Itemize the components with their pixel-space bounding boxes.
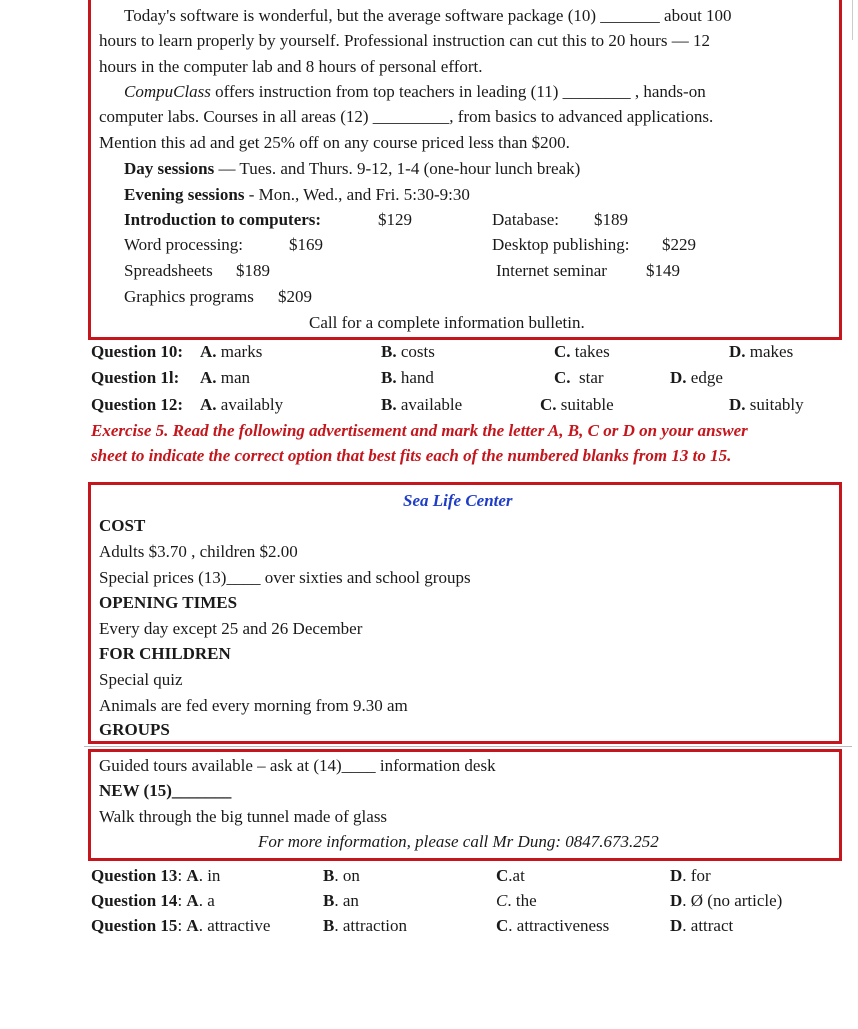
ad1-line-3: hours in the computer lab and 8 hours of personal effort. bbox=[99, 57, 483, 76]
evening-sessions-text: - Mon., Wed., and Fri. 5:30-9:30 bbox=[244, 185, 470, 204]
ad1-p2-rest: offers instruction from top teachers in leading (11) ________ , hands-on bbox=[210, 82, 706, 101]
for-children-line-1: Special quiz bbox=[99, 670, 183, 689]
option-a: A. man bbox=[200, 368, 251, 387]
option-b: B. on bbox=[323, 866, 360, 885]
evening-sessions-label: Evening sessions bbox=[124, 185, 245, 204]
option-c: C. takes bbox=[554, 342, 610, 361]
box-separator bbox=[84, 746, 852, 747]
question-label: Question 10: bbox=[91, 342, 184, 361]
option-c: C.at bbox=[496, 866, 525, 885]
cost-heading: COST bbox=[99, 516, 146, 535]
course-name: Word processing: bbox=[124, 235, 244, 254]
course-price: $149 bbox=[646, 261, 680, 280]
exercise-instruction-line-2: sheet to indicate the correct option that best fits each of the numbered blanks from 13 to 15. bbox=[91, 446, 732, 465]
course-name: Database: bbox=[492, 210, 560, 229]
option-a: A. marks bbox=[200, 342, 263, 361]
page-edge-line bbox=[852, 0, 853, 40]
course-name: Internet seminar bbox=[496, 261, 607, 280]
option-c: C. star bbox=[554, 368, 604, 387]
option-b: B. an bbox=[323, 891, 359, 910]
sea-life-title: Sea Life Center bbox=[403, 491, 513, 510]
question-row: Question 14: A. a bbox=[91, 891, 215, 910]
option-c: C. the bbox=[496, 891, 537, 910]
course-price: $189 bbox=[236, 261, 270, 280]
option-b: B. available bbox=[381, 395, 463, 414]
option-d: D. edge bbox=[670, 368, 723, 387]
ad1-paragraph-2-line-1 bbox=[124, 80, 706, 104]
option-d: D. Ø (no article) bbox=[670, 891, 783, 910]
option-c: C. attractiveness bbox=[496, 916, 610, 935]
option-c: C. suitable bbox=[540, 395, 614, 414]
day-sessions-label: Day sessions bbox=[124, 159, 215, 178]
option-b: B. attraction bbox=[323, 916, 408, 935]
exercise-instruction-line-1: Exercise 5. Read the following advertisement and mark the letter A, B, C or D on your answer bbox=[91, 421, 748, 440]
cost-line-2: Special prices (13)____ over sixties and school groups bbox=[99, 568, 471, 587]
course-price: $189 bbox=[594, 210, 628, 229]
new-heading: NEW (15)_______ bbox=[99, 781, 232, 800]
course-price: $229 bbox=[662, 235, 696, 254]
ad1-line-1: Today's software is wonderful, but the average software package (10) _______ about 100 bbox=[124, 6, 732, 25]
option-b: B. hand bbox=[381, 368, 434, 387]
option-d: D. attract bbox=[670, 916, 734, 935]
course-price: $169 bbox=[289, 235, 323, 254]
groups-heading: GROUPS bbox=[99, 720, 170, 739]
question-row: Question 15: A. attractive bbox=[91, 916, 271, 935]
new-line: Walk through the big tunnel made of glass bbox=[99, 807, 388, 826]
question-label: Question 1l: bbox=[91, 368, 180, 387]
day-sessions-text: — Tues. and Thurs. 9-12, 1-4 (one-hour lunch break) bbox=[214, 159, 581, 178]
for-children-heading: FOR CHILDREN bbox=[99, 644, 231, 663]
option-a: A. availably bbox=[200, 395, 284, 414]
ad1-paragraph-2-line-3: Mention this ad and get 25% off on any course priced less than $200. bbox=[99, 133, 570, 152]
day-sessions bbox=[124, 157, 580, 181]
course-price: $129 bbox=[378, 210, 412, 229]
for-children-line-2: Animals are fed every morning from 9.30 am bbox=[99, 696, 408, 715]
question-label: Question 12: bbox=[91, 395, 184, 414]
course-name: Spreadsheets bbox=[124, 261, 213, 280]
opening-times-heading: OPENING TIMES bbox=[99, 593, 238, 612]
cost-line-1: Adults $3.70 , children $2.00 bbox=[99, 542, 298, 561]
option-b: B. costs bbox=[381, 342, 435, 361]
question-row: Question 13: A. in bbox=[91, 866, 221, 885]
contact-line: For more information, please call Mr Dung: 0847.673.252 bbox=[258, 832, 659, 851]
ad1-line-2: hours to learn properly by yourself. Professional instruction can cut this to 20 hours — 12 bbox=[99, 31, 710, 50]
course-price: $209 bbox=[278, 287, 312, 306]
option-d: D. suitably bbox=[729, 395, 804, 414]
course-name: Introduction to computers: bbox=[124, 210, 322, 229]
ad1-paragraph-2-line-2: computer labs. Courses in all areas (12) _________, from basics to advanced applications. bbox=[99, 107, 714, 126]
course-name: Graphics programs bbox=[124, 287, 254, 306]
option-d: D. makes bbox=[729, 342, 794, 361]
groups-line: Guided tours available – ask at (14)____ information desk bbox=[99, 756, 496, 775]
course-name: Desktop publishing: bbox=[492, 235, 630, 254]
brand-compuclass: CompuClass bbox=[124, 82, 211, 101]
option-d: D. for bbox=[670, 866, 711, 885]
evening-sessions bbox=[124, 183, 470, 207]
ad1-footer: Call for a complete information bulletin. bbox=[309, 313, 585, 332]
opening-times-line: Every day except 25 and 26 December bbox=[99, 619, 363, 638]
